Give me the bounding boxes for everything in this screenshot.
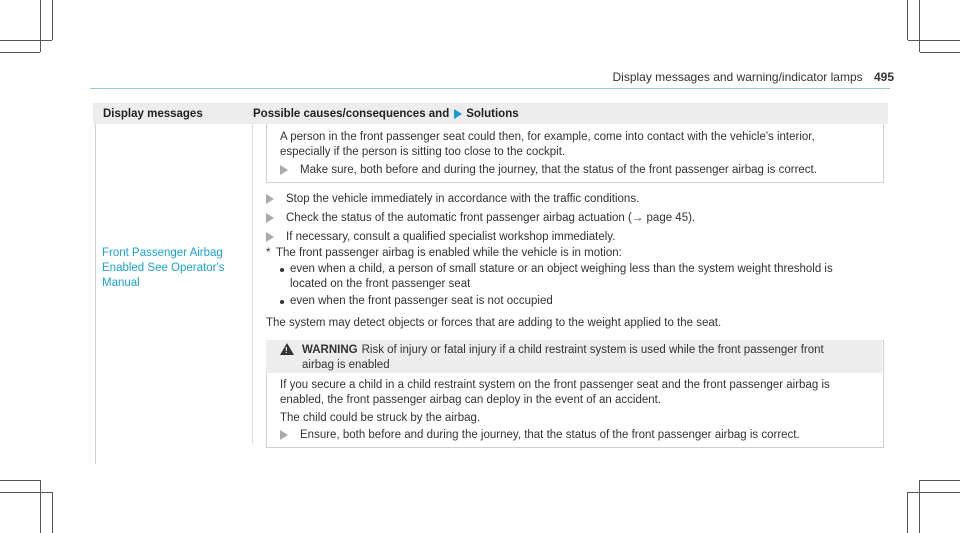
box-text-line: especially if the person is sitting too close to the cockpit. bbox=[280, 146, 566, 158]
column-divider bbox=[252, 124, 253, 444]
crop-mark bbox=[920, 480, 960, 481]
crop-mark bbox=[0, 52, 40, 53]
box-text bbox=[280, 130, 880, 160]
display-message-line: Manual bbox=[102, 277, 140, 289]
warning-header bbox=[302, 343, 872, 373]
crop-mark bbox=[52, 0, 53, 40]
box-step bbox=[280, 163, 817, 178]
bullet-line: even when a child, a person of small stature or an object weighing less than the system weight threshold is bbox=[290, 263, 833, 275]
warning-label: WARNING bbox=[302, 344, 358, 356]
warning-body-line: The child could be struck by the airbag. bbox=[280, 412, 481, 424]
bullet-item bbox=[290, 262, 880, 292]
col-header-causes-text: Possible causes/consequences and bbox=[253, 107, 450, 120]
warning-body-line: If you secure a child in a child restraint system on the front passenger seat and the front passenger airbag is bbox=[280, 379, 830, 391]
messages-table bbox=[93, 103, 888, 124]
display-message-label bbox=[102, 246, 252, 291]
step-arrow-icon bbox=[280, 165, 288, 175]
running-header-title: Display messages and warning/indicator lamps bbox=[612, 70, 863, 84]
warning-body bbox=[280, 378, 880, 426]
detect-text: The system may detect objects or forces that are adding to the weight applied to the seat. bbox=[266, 317, 722, 329]
column-divider bbox=[95, 124, 96, 464]
warning-step bbox=[280, 428, 800, 443]
crop-mark bbox=[0, 492, 52, 493]
display-message-line: Enabled See Operator's bbox=[102, 262, 225, 274]
col-header-display-messages: Display messages bbox=[103, 107, 203, 120]
crop-mark bbox=[40, 0, 41, 52]
crop-mark bbox=[919, 0, 920, 52]
page-number: 495 bbox=[873, 70, 894, 84]
step-consult-workshop bbox=[266, 230, 615, 245]
step-arrow-icon bbox=[266, 232, 274, 242]
box-step-text: Make sure, both before and during the journey, that the status of the front passenger airbag is correct. bbox=[300, 164, 817, 176]
col-header-solutions-text: Solutions bbox=[466, 107, 519, 120]
crop-mark bbox=[920, 52, 960, 53]
bullet-item: even when the front passenger seat is not occupied bbox=[290, 295, 553, 307]
warning-triangle-icon: ! bbox=[280, 343, 294, 355]
col-header-causes bbox=[251, 108, 519, 120]
header-rule bbox=[90, 88, 890, 89]
warning-text: airbag is enabled bbox=[302, 359, 390, 371]
warning-body-line: enabled, the front passenger airbag can deploy in the event of an accident. bbox=[280, 394, 662, 406]
bullet-line: located on the front passenger seat bbox=[290, 278, 471, 290]
step-text: If necessary, consult a qualified specialist workshop immediately. bbox=[286, 231, 616, 243]
warning-step-text: Ensure, both before and during the journey, that the status of the front passenger airbag is correct. bbox=[300, 429, 800, 441]
crop-mark bbox=[52, 492, 53, 533]
running-header bbox=[613, 70, 895, 84]
box-text-line: A person in the front passenger seat could then, for example, come into contact with the vehicle's interior, bbox=[280, 131, 815, 143]
crop-mark bbox=[908, 492, 960, 493]
bullet-dot bbox=[280, 268, 284, 272]
bullet-dot bbox=[280, 300, 284, 304]
crop-mark bbox=[919, 480, 920, 533]
step-arrow-icon bbox=[266, 213, 274, 223]
step-check-status bbox=[266, 211, 695, 226]
crop-mark bbox=[907, 492, 908, 533]
table-header bbox=[93, 103, 888, 124]
crop-mark bbox=[40, 480, 41, 533]
crop-mark bbox=[908, 40, 960, 41]
warning-text: Risk of injury or fatal injury if a child restraint system is used while the front passenger front bbox=[361, 344, 824, 356]
crop-mark bbox=[0, 40, 52, 41]
arrow-right-icon bbox=[454, 109, 462, 119]
step-arrow-icon bbox=[280, 430, 288, 440]
step-text: Check the status of the automatic front passenger airbag actuation (→ page 45). bbox=[286, 212, 696, 224]
crop-mark bbox=[0, 480, 40, 481]
display-message-line: Front Passenger Airbag bbox=[102, 247, 223, 259]
step-text: Stop the vehicle immediately in accordance with the traffic conditions. bbox=[286, 193, 640, 205]
step-stop-vehicle bbox=[266, 192, 639, 207]
cause-text: The front passenger airbag is enabled while the vehicle is in motion: bbox=[276, 247, 622, 259]
crop-mark bbox=[907, 0, 908, 40]
step-arrow-icon bbox=[266, 194, 274, 204]
cause-marker: * bbox=[266, 247, 271, 259]
